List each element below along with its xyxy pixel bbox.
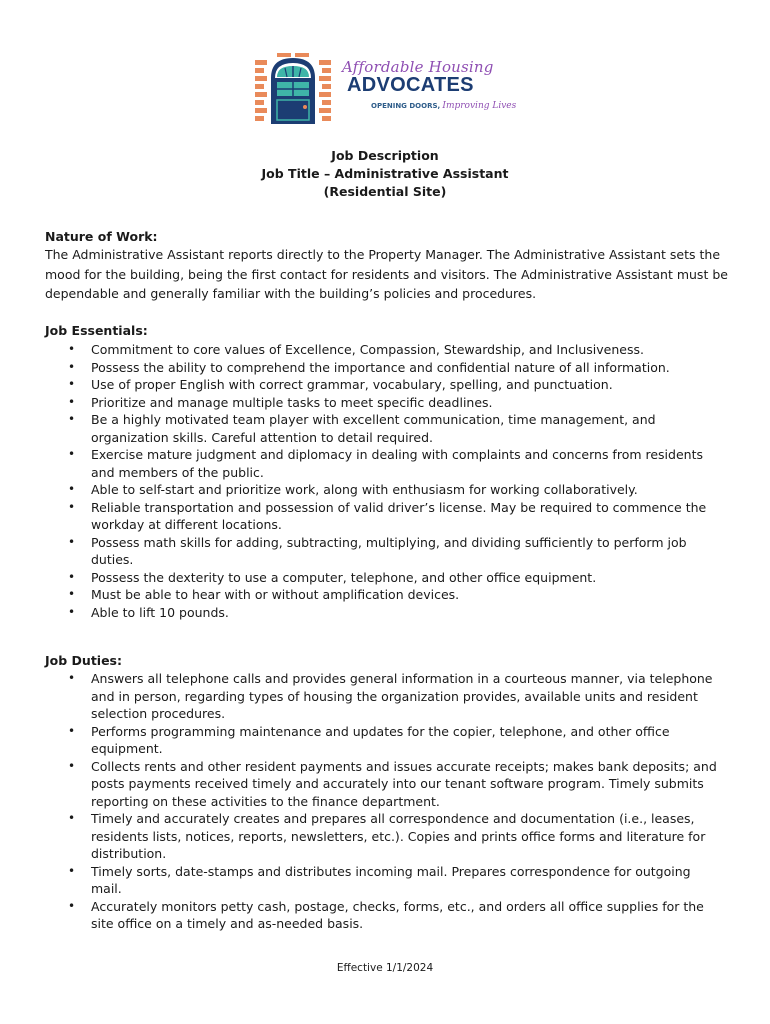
organization-logo [253,52,517,126]
job-essentials-heading: Job Essentials: [45,323,148,338]
job-duties-heading: Job Duties: [45,653,122,668]
list-item: • Must be able to hear with or without amplification devices. [45,586,725,604]
nature-of-work-text: The Administrative Assistant reports directly to the Property Manager. The Administrative Assistant sets the mood for the building, being the first contact for residents and visitors. The Administrative Assistant must be dependable and generally familiar with the building’s policies and procedures. [45,247,728,301]
list-item: • Answers all telephone calls and provides general information in a courteous manner, via telephone and in person, regarding types of housing the organization provides, available units and resident selection procedures. [45,670,725,723]
list-item: • Collects rents and other resident payments and issues accurate receipts; makes bank deposits; and posts payments received timely and accurately into our tenant software program. Timely submits reporting on these activities to the finance department. [45,758,725,811]
list-item: • Possess the ability to comprehend the importance and confidential nature of all information. [45,359,725,377]
door-brick-icon [253,52,333,126]
list-item: • Prioritize and manage multiple tasks to meet specific deadlines. [45,394,725,412]
logo-wordmark [339,56,517,124]
list-item: • Timely sorts, date-stamps and distributes incoming mail. Prepares correspondence for outgoing mail. [45,863,725,898]
logo-line2: ADVOCATES [347,74,474,96]
job-essentials-list [45,341,725,621]
list-item: • Reliable transportation and possession of valid driver’s license. May be required to commence the workday at different locations. [45,499,725,534]
effective-date-footer: Effective 1/1/2024 [336,962,434,974]
document-title: Job Description [331,148,439,163]
nature-of-work-heading: Nature of Work: [45,229,158,244]
list-item: • Possess math skills for adding, subtracting, multiplying, and dividing sufficiently to perform job duties. [45,534,725,569]
job-title: Job Title – Administrative Assistant [261,166,509,181]
list-item: • Be a highly motivated team player with excellent communication, time management, and organization skills. Careful attention to detail required. [45,411,725,446]
job-site: (Residential Site) [323,184,447,199]
list-item: • Exercise mature judgment and diplomacy in dealing with complaints and concerns from residents and members of the public. [45,446,725,481]
logo-line1: Affordable Housing [342,58,494,76]
job-duties-list [45,670,725,933]
list-item: • Timely and accurately creates and prepares all correspondence and documentation (i.e., leases, residents lists, notices, reports, newsletters, etc.). Copies and prints office forms and literature for distribution. [45,810,725,863]
list-item: • Able to self-start and prioritize work, along with enthusiasm for working collaboratively. [45,481,725,499]
list-item: • Commitment to core values of Excellence, Compassion, Stewardship, and Inclusiveness. [45,341,725,359]
list-item: • Accurately monitors petty cash, postage, checks, forms, etc., and orders all office supplies for the site office on a timely and as-needed basis. [45,898,725,933]
logo-tagline-a: OPENING DOORS, [371,102,441,110]
list-item: • Possess the dexterity to use a computer, telephone, and other office equipment. [45,569,725,587]
logo-tagline-b: Improving Lives [442,101,517,111]
list-item: • Use of proper English with correct grammar, vocabulary, spelling, and punctuation. [45,376,725,394]
logo-tagline [371,101,516,111]
list-item: • Performs programming maintenance and updates for the copier, telephone, and other office equipment. [45,723,725,758]
list-item: • Able to lift 10 pounds. [45,604,725,622]
